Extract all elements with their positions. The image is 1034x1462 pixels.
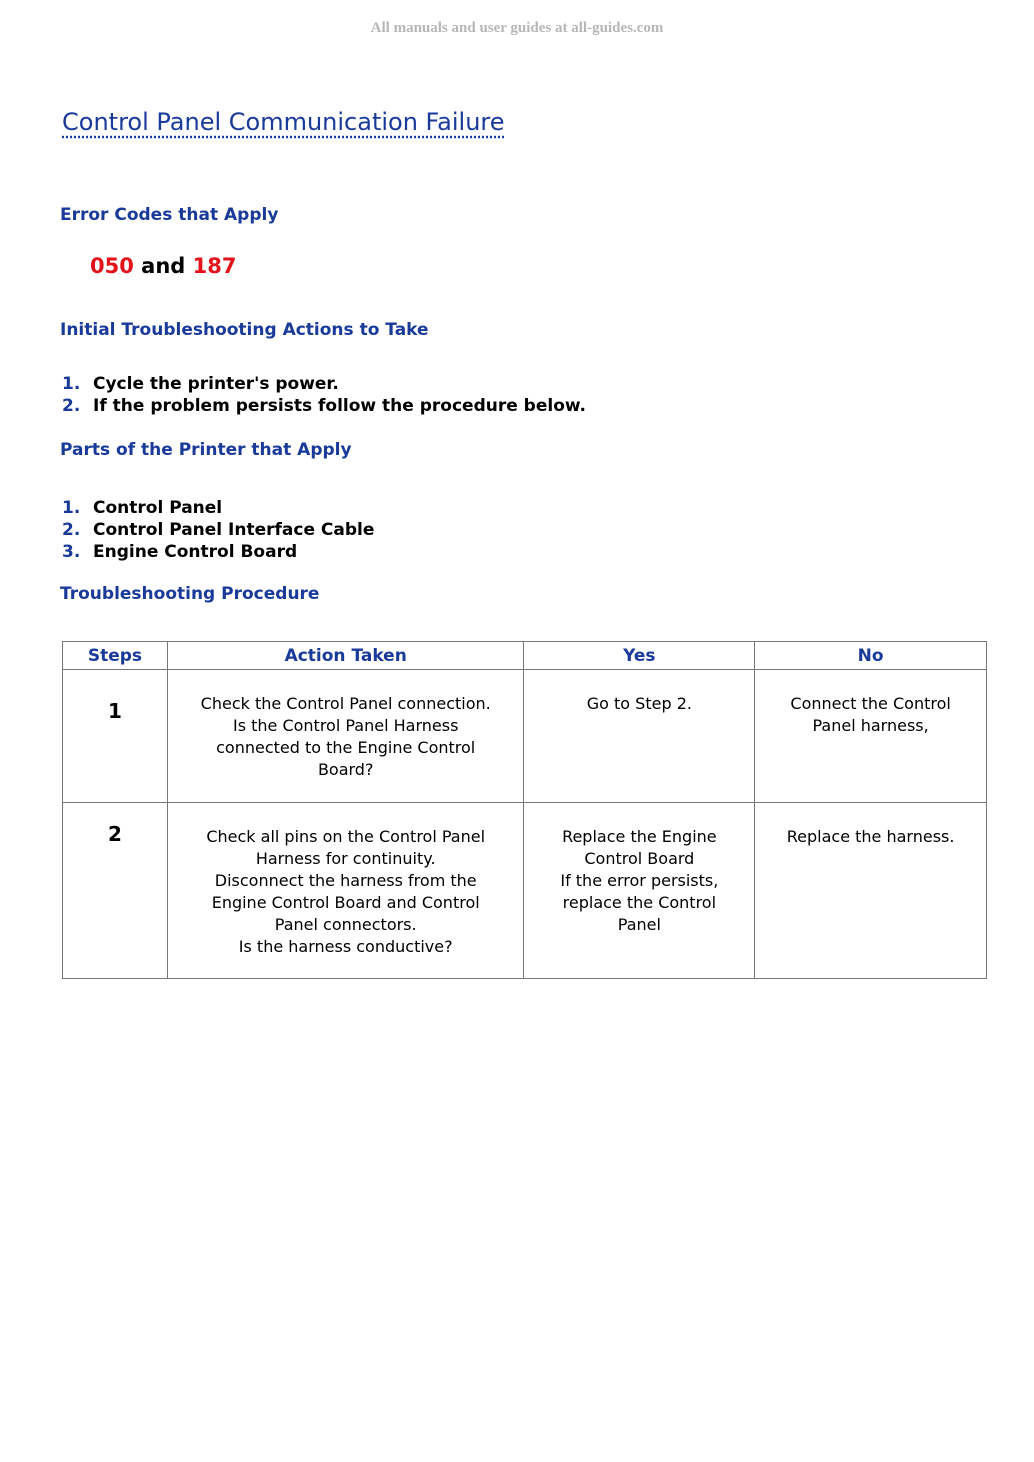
- no-cell: [755, 670, 987, 803]
- step-cell: [63, 670, 168, 803]
- initial-actions-list: [62, 373, 586, 417]
- error-code-joiner: and: [133, 254, 193, 278]
- list-text: Engine Control Board: [93, 542, 298, 562]
- list-number: 1.: [62, 374, 81, 394]
- list-item: [62, 541, 374, 563]
- error-codes-heading: Error Codes that Apply: [60, 205, 279, 225]
- step-number: 2: [107, 822, 122, 846]
- error-codes: [90, 254, 236, 278]
- error-code-050: 050: [90, 254, 134, 278]
- table-row: [63, 670, 987, 803]
- table-header-row: [63, 642, 987, 670]
- column-header-no: No: [755, 642, 987, 670]
- yes-cell: [524, 803, 755, 979]
- initial-actions-heading: Initial Troubleshooting Actions to Take: [60, 320, 429, 340]
- yes-text: Replace the Engine Control Board If the error persists, replace the Control Panel: [560, 827, 719, 934]
- parts-list: [62, 497, 374, 563]
- parts-heading: Parts of the Printer that Apply: [60, 440, 352, 460]
- table-row: [63, 803, 987, 979]
- yes-cell: [524, 670, 755, 803]
- list-text: Cycle the printer's power.: [93, 374, 339, 394]
- action-cell: [167, 803, 524, 979]
- yes-text: Go to Step 2.: [586, 694, 692, 713]
- action-cell: [167, 670, 524, 803]
- action-text: Check all pins on the Control Panel Harness for continuity. Disconnect the harness from the Engine Control Board and Control Panel connectors. Is the harness conductive?: [206, 827, 486, 956]
- step-cell: [63, 803, 168, 979]
- column-header-action: Action Taken: [167, 642, 524, 670]
- watermark: All manuals and user guides at all-guides.com: [370, 20, 664, 36]
- procedure-heading: Troubleshooting Procedure: [60, 584, 320, 604]
- column-header-yes: Yes: [524, 642, 755, 670]
- page-title: Control Panel Communication Failure: [62, 108, 505, 136]
- no-text: Connect the Control Panel harness,: [790, 694, 951, 735]
- list-number: 2.: [62, 520, 81, 540]
- list-text: If the problem persists follow the procedure below.: [93, 396, 586, 416]
- list-number: 2.: [62, 396, 81, 416]
- procedure-table: [62, 641, 987, 979]
- list-item: [62, 395, 586, 417]
- error-code-187: 187: [192, 254, 237, 278]
- no-text: Replace the harness.: [786, 827, 955, 846]
- column-header-steps: Steps: [63, 642, 168, 670]
- list-text: Control Panel: [93, 498, 223, 518]
- action-text: Check the Control Panel connection. Is the Control Panel Harness connected to the Engine Control Board?: [200, 694, 491, 779]
- list-number: 1.: [62, 498, 81, 518]
- list-item: [62, 373, 586, 395]
- no-cell: [755, 803, 987, 979]
- list-item: [62, 497, 374, 519]
- step-number: 1: [107, 699, 122, 723]
- list-item: [62, 519, 374, 541]
- list-text: Control Panel Interface Cable: [93, 520, 375, 540]
- list-number: 3.: [62, 542, 81, 562]
